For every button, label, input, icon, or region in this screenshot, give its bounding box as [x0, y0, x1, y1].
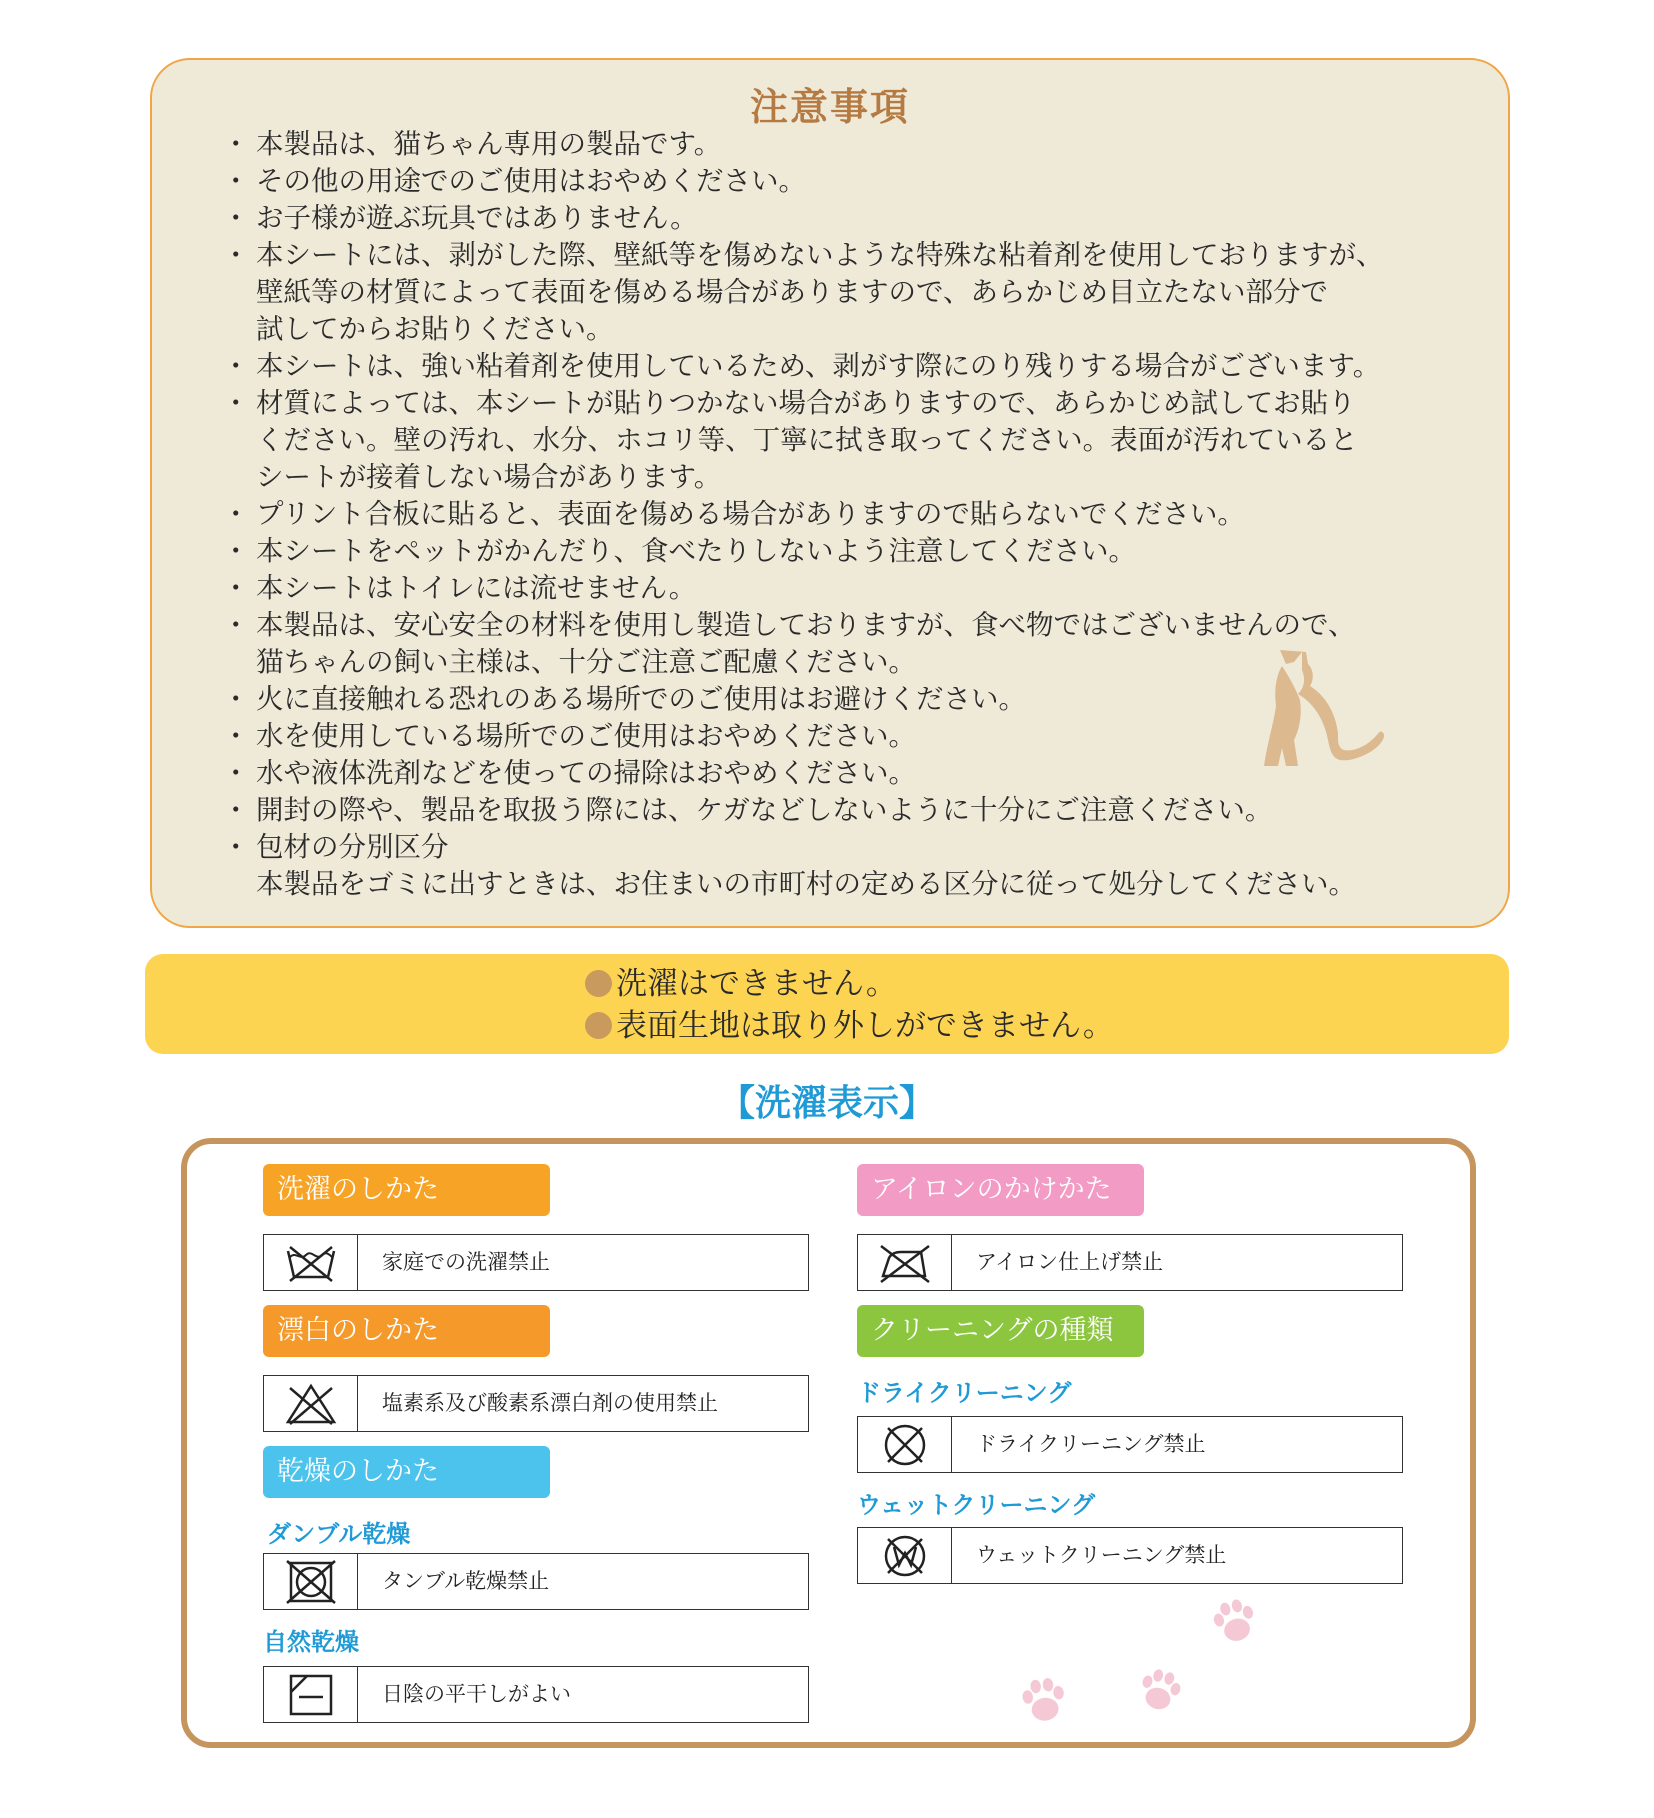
- banner-line: [585, 1006, 1114, 1046]
- care-row-label: ウェットクリーニング禁止: [976, 1543, 1227, 1567]
- care-row-dry-cleaning: [857, 1416, 1403, 1473]
- paw-print-icon: [1133, 1664, 1187, 1718]
- cat-silhouette-icon: [1262, 650, 1402, 770]
- care-row-label: 日陰の平干しがよい: [382, 1682, 571, 1706]
- care-label-title: 【洗濯表示】: [718, 1083, 935, 1124]
- notice-item: ・ 水を使用している場所でのご使用はおやめください。: [222, 718, 1482, 755]
- notice-item: ・ 包材の分別区分: [222, 829, 1482, 866]
- banner-line: [585, 964, 897, 1004]
- care-label-box: [181, 1138, 1476, 1748]
- bullet-dot-icon: [585, 970, 612, 997]
- tag-cleaning: クリーニングの種類: [857, 1305, 1144, 1357]
- natural-dry-heading: 自然乾燥: [263, 1628, 359, 1656]
- notice-item: ・ プリント合板に貼ると、表面を傷める場合がありますので貼らないでください。: [222, 496, 1482, 533]
- banner-text: 洗濯はできません。: [616, 966, 897, 1002]
- care-row-label: アイロン仕上げ禁止: [976, 1250, 1164, 1274]
- iron-prohibited-icon: [858, 1235, 952, 1290]
- notice-item: ・ 本製品は、安心安全の材料を使用し製造しておりますが、食べ物ではございませんので、 猫ちゃんの飼い主様は、十分ご注意ご配慮ください。: [222, 607, 1482, 681]
- paw-print-icon: [1207, 1594, 1263, 1650]
- paw-print-icon: [1015, 1672, 1073, 1730]
- tag-drying: 乾燥のしかた: [263, 1446, 550, 1498]
- notice-item: ・ 本シートはトイレには流せません。: [222, 570, 1482, 607]
- notice-item: ・ 本シートには、剥がした際、壁紙等を傷めないような特殊な粘着剤を使用しておりますが、 壁紙等の材質によって表面を傷める場合がありますので、あらかじめ目立たない部分で 試してからお貼りください。: [222, 237, 1482, 348]
- tag-washing: 洗濯のしかた: [263, 1164, 550, 1216]
- care-row-wet-cleaning: [857, 1527, 1403, 1584]
- banner-text: 表面生地は取り外しができません。: [616, 1008, 1114, 1044]
- notice-item: ・ 火に直接触れる恐れのある場所でのご使用はお避けください。: [222, 681, 1482, 718]
- care-row-natural-dry: [263, 1666, 809, 1723]
- wet-cleaning-heading: ウェットクリーニング: [857, 1491, 1096, 1519]
- dry-cleaning-prohibited-icon: [858, 1417, 952, 1472]
- notice-item: ・ 本製品は、猫ちゃん専用の製品です。: [222, 126, 1482, 163]
- wash-tub-prohibited-icon: [264, 1235, 358, 1290]
- care-warning-banner: [145, 954, 1509, 1054]
- notice-item: ・ 本シートは、強い粘着剤を使用しているため、剥がす際にのり残りする場合がございます。: [222, 348, 1482, 385]
- notice-item: ・ 本シートをペットがかんだり、食べたりしないよう注意してください。: [222, 533, 1482, 570]
- care-row-label: 家庭での洗濯禁止: [382, 1250, 550, 1274]
- care-row-ironing: [857, 1234, 1403, 1291]
- bleach-prohibited-icon: [264, 1376, 358, 1431]
- notice-title: 注意事項: [749, 85, 910, 129]
- notice-item: ・ 材質によっては、本シートが貼りつかない場合がありますので、あらかじめ試してお貼り ください。壁の汚れ、水分、ホコリ等、丁寧に拭き取ってください。表面が汚れていると シートが接着しない場合があります。: [222, 385, 1482, 496]
- care-row-washing: [263, 1234, 809, 1291]
- shade-flat-dry-icon: [264, 1667, 358, 1722]
- care-row-label: 塩素系及び酸素系漂白剤の使用禁止: [382, 1391, 718, 1415]
- care-row-label: タンブル乾燥禁止: [382, 1569, 550, 1593]
- dry-cleaning-heading: ドライクリーニング: [857, 1379, 1072, 1407]
- tag-ironing: アイロンのかけかた: [857, 1164, 1144, 1216]
- notice-item-detail: 本製品をゴミに出すときは、お住まいの市町村の定める区分に従って処分してください。: [256, 868, 1356, 900]
- notice-box: [150, 58, 1510, 928]
- tumble-dry-heading: ダンブル乾燥: [267, 1520, 411, 1548]
- notice-list: [222, 126, 1482, 903]
- bullet-dot-icon: [585, 1012, 612, 1039]
- notice-item: ・ 水や液体洗剤などを使っての掃除はおやめください。: [222, 755, 1482, 792]
- care-row-bleach: [263, 1375, 809, 1432]
- care-row-label: ドライクリーニング禁止: [976, 1432, 1206, 1456]
- care-row-tumble-dry: [263, 1553, 809, 1610]
- notice-item: ・ その他の用途でのご使用はおやめください。: [222, 163, 1482, 200]
- wet-cleaning-prohibited-icon: [858, 1528, 952, 1583]
- notice-item: ・ お子様が遊ぶ玩具ではありません。: [222, 200, 1482, 237]
- tumble-dry-prohibited-icon: [264, 1554, 358, 1609]
- tag-bleach: 漂白のしかた: [263, 1305, 550, 1357]
- notice-item: ・ 開封の際や、製品を取扱う際には、ケガなどしないように十分にご注意ください。: [222, 792, 1482, 829]
